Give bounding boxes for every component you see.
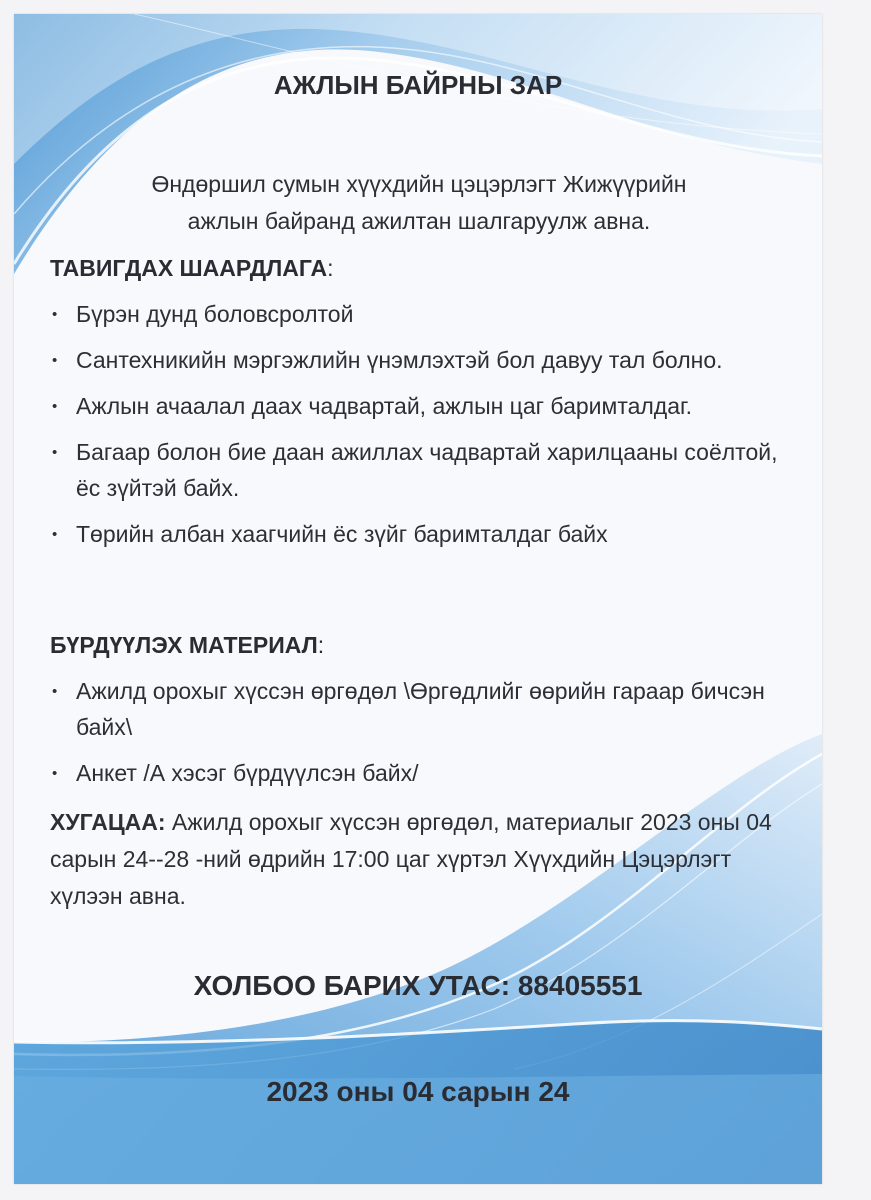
announcement-date: 2023 оны 04 сарын 24 — [266, 1076, 570, 1107]
intro-line: ажлын байранд ажилтан шалгаруулж авна. — [187, 208, 651, 234]
list-item: • Багаар болон бие даан ажиллах чадвартай харилцааны соёлтой, ёс зүйтэй байх. — [50, 434, 790, 506]
intro-line: Өндөршил сумын хүүхдийн цэцэрлэгт Жижүүрийн — [151, 171, 687, 197]
materials-heading-label: БҮРДҮҮЛЭХ МАТЕРИАЛ — [50, 632, 318, 658]
page-title: АЖЛЫН БАЙРНЫ ЗАР — [273, 70, 563, 100]
deadline-body: Ажилд орохыг хүссэн өргөдөл, материалыг 2023 оны 04 сарын 24--28 -ний өдрийн 17:00 цаг хүртэл Хүүхдийн Цэцэрлэгт хүлээн авна. — [50, 809, 772, 909]
flyer-content — [14, 14, 822, 1184]
list-item: • Сантехникийн мэргэжлийн үнэмлэхтэй бол давуу тал болно. — [50, 342, 790, 378]
list-item: • Төрийн албан хаагчийн ёс зүйг баримталдаг байх — [50, 516, 790, 552]
contact-phone: ХОЛБОО БАРИХ УТАС: 88405551 — [193, 970, 643, 1001]
list-item: • Ажилд орохыг хүссэн өргөдөл \Өргөдлийг өөрийн гараар бичсэн байх\ — [50, 673, 790, 745]
requirements-heading: ТАВИГДАХ ШААРДЛАГА: — [50, 255, 334, 281]
requirements-heading-label: ТАВИГДАХ ШААРДЛАГА — [50, 255, 328, 281]
deadline-text — [50, 804, 790, 915]
list-item: • Ажлын ачаалал даах чадвартай, ажлын цаг баримталдаг. — [50, 388, 790, 424]
materials-list — [50, 673, 790, 801]
materials-heading: БҮРДҮҮЛЭХ МАТЕРИАЛ: — [50, 632, 325, 658]
deadline-label: ХУГАЦАА: — [50, 809, 166, 835]
requirements-list — [50, 296, 790, 562]
list-item: • Анкет /А хэсэг бүрдүүлсэн байх/ — [50, 755, 790, 791]
list-item: • Бүрэн дунд боловсролтой — [50, 296, 790, 332]
flyer-sheet — [14, 14, 822, 1184]
intro-text — [54, 166, 784, 240]
